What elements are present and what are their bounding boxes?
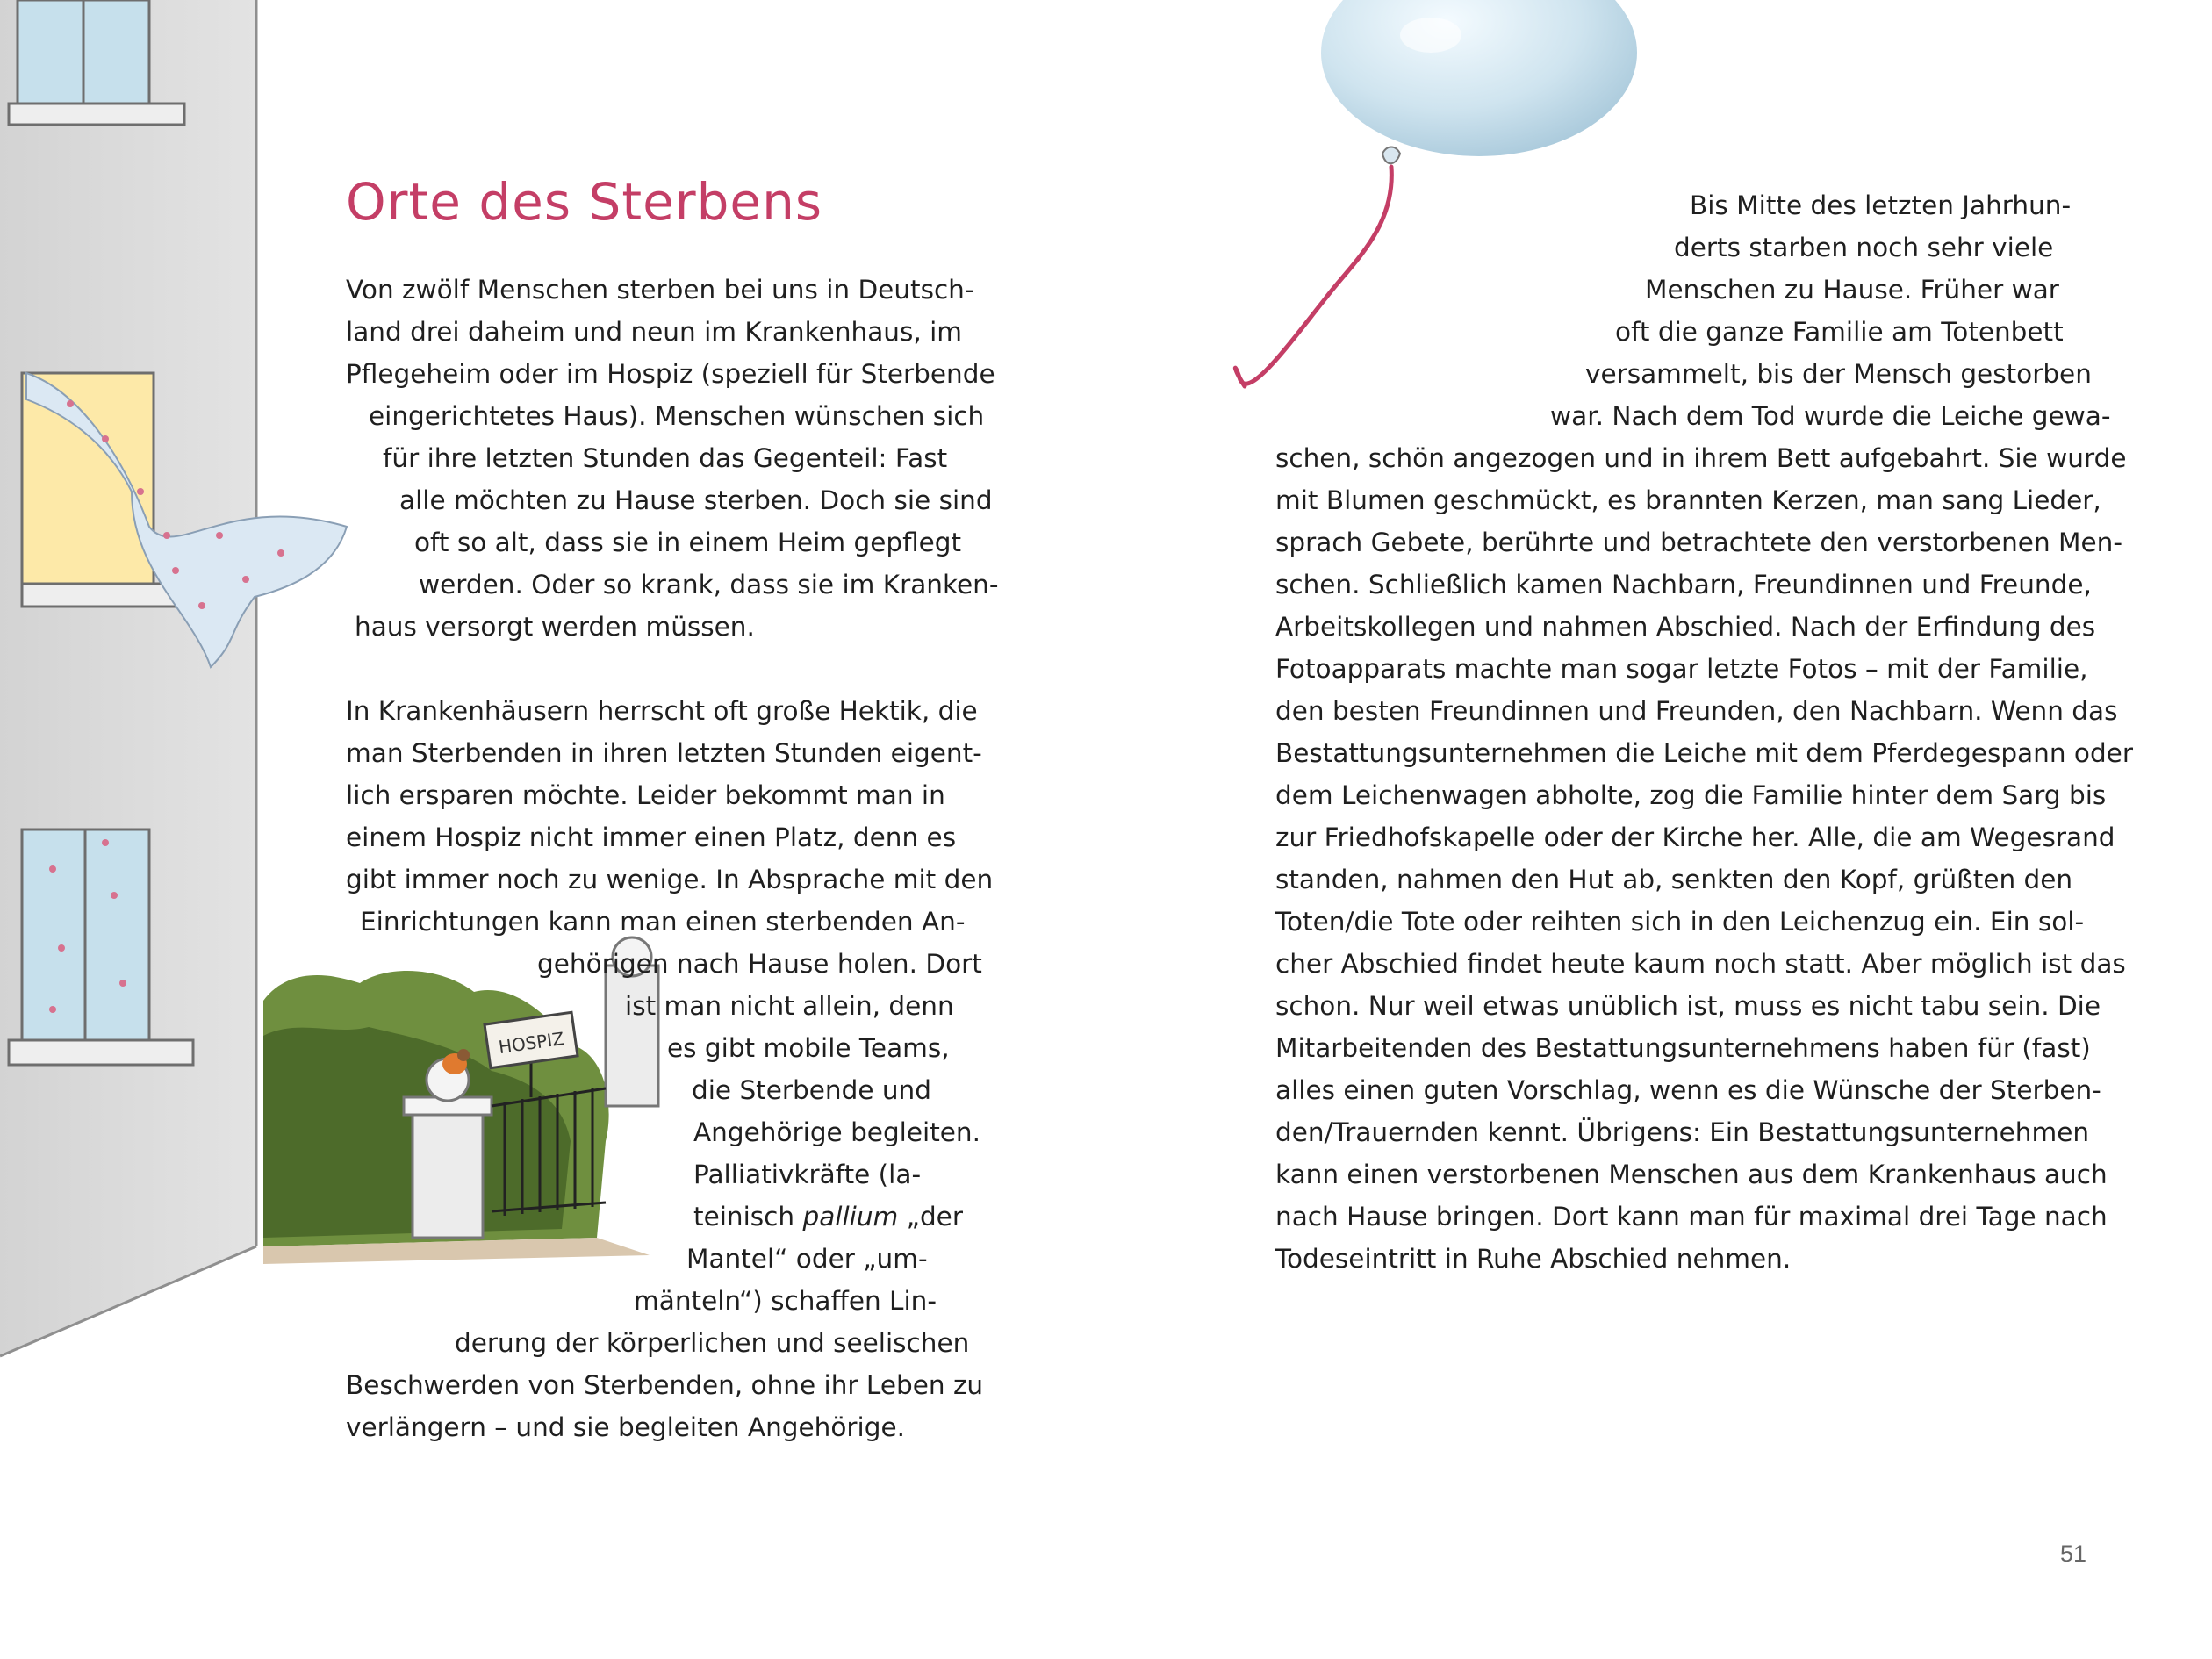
text-line: oft so alt, dass sie in einem Heim gepflegt (414, 528, 962, 557)
text-line: zur Friedhofskapelle oder der Kirche her. Alle, die am Wegesrand (1275, 822, 2115, 852)
text-line: werden. Oder so krank, dass sie im Kranken- (419, 570, 999, 600)
text-fragment: teinisch (693, 1202, 803, 1232)
text-line: alles einen guten Vorschlag, wenn es die Wünsche der Sterben- (1275, 1075, 2101, 1105)
text-line: einem Hospiz nicht immer einen Platz, denn es (346, 822, 957, 852)
text-line: schon. Nur weil etwas unüblich ist, muss es nicht tabu sein. Die (1275, 991, 2101, 1021)
text-line: schen, schön angezogen und in ihrem Bett aufgebahrt. Sie wurde (1275, 443, 2127, 473)
text-line: oft die ganze Familie am Totenbett (1615, 317, 2064, 347)
text-line (693, 1201, 963, 1232)
hospiz-sign-label: HOSPIZ (497, 1027, 566, 1059)
text-line: Todeseintritt in Ruhe Abschied nehmen. (1275, 1244, 1792, 1274)
text-line: Bestattungsunternehmen die Leiche mit dem Pferdegespann oder (1275, 738, 2133, 768)
text-line: für ihre letzten Stunden das Gegenteil: Fast (383, 443, 948, 473)
text-line: die Sterbende und (692, 1075, 931, 1105)
text-line: Palliativkräfte (la- (693, 1160, 922, 1189)
text-line: Arbeitskollegen und nahmen Abschied. Nach der Erfindung des (1275, 612, 2096, 642)
text-line: In Krankenhäusern herrscht oft große Hektik, die (346, 696, 978, 726)
text-line: mänteln“) schaffen Lin- (634, 1286, 937, 1316)
text-line: nach Hause bringen. Dort kann man für maximal drei Tage nach (1275, 1202, 2108, 1232)
text-line: Beschwerden von Sterbenden, ohne ihr Leben zu (346, 1370, 984, 1400)
text-line: dem Leichenwagen abholte, zog die Familie hinter dem Sarg bis (1275, 780, 2107, 810)
text-line: gehörigen nach Hause holen. Dort (537, 949, 982, 979)
text-line: haus versorgt werden müssen. (355, 612, 755, 642)
text-line: Fotoapparats machte man sogar letzte Fotos – mit der Familie, (1275, 654, 2088, 684)
text-line: derts starben noch sehr viele (1674, 233, 2054, 262)
text-line: den/Trauernden kennt. Übrigens: Ein Bestattungsunternehmen (1275, 1117, 2090, 1147)
text-line: Pflegeheim oder im Hospiz (speziell für Sterbende (346, 359, 995, 389)
text-line: cher Abschied findet heute kaum noch statt. Aber möglich ist das (1275, 949, 2126, 979)
text-line: eingerichtetes Haus). Menschen wünschen sich (369, 401, 985, 431)
text-line: standen, nahmen den Hut ab, senkten den Kopf, grüßten den (1275, 865, 2073, 894)
text-line: alle möchten zu Hause sterben. Doch sie sind (399, 485, 993, 515)
text-line: gibt immer noch zu wenige. In Absprache mit den (346, 865, 994, 894)
text-line: Mantel“ oder „um- (686, 1244, 928, 1274)
text-line: Toten/die Tote oder reihten sich in den Leichenzug ein. Ein sol- (1275, 907, 2085, 937)
text-line: lich ersparen möchte. Leider bekommt man in (346, 780, 945, 810)
text-line: war. Nach dem Tod wurde die Leiche gewa- (1550, 401, 2111, 431)
text-line: Bis Mitte des letzten Jahrhun- (1690, 190, 2072, 220)
text-line: es gibt mobile Teams, (667, 1033, 950, 1063)
text-line: verlängern – und sie begleiten Angehörige. (346, 1412, 905, 1442)
italic-term: pallium (802, 1202, 899, 1232)
text-fragment: „der (898, 1202, 963, 1232)
text-line: sprach Gebete, berührte und betrachtete den verstorbenen Men- (1275, 528, 2122, 557)
text-line: mit Blumen geschmückt, es brannten Kerzen, man sang Lieder, (1275, 485, 2101, 515)
page-title: Orte des Sterbens (346, 172, 823, 232)
text-line: versammelt, bis der Mensch gestorben (1585, 359, 2092, 389)
text-line: Von zwölf Menschen sterben bei uns in Deutsch- (346, 275, 974, 305)
text-line: derung der körperlichen und seelischen (455, 1328, 970, 1358)
balloon-illustration (1235, 0, 1637, 386)
text-line: Einrichtungen kann man einen sterbenden An- (360, 907, 966, 937)
text-line: Menschen zu Hause. Früher war (1645, 275, 2059, 305)
text-line: land drei daheim und neun im Krankenhaus, im (346, 317, 963, 347)
text-line: Angehörige begleiten. (693, 1117, 981, 1147)
text-line: man Sterbenden in ihren letzten Stunden eigent- (346, 738, 982, 768)
text-line: kann einen verstorbenen Menschen aus dem Krankenhaus auch (1275, 1160, 2108, 1189)
page-number: 51 (2060, 1540, 2087, 1567)
text-line: Mitarbeitenden des Bestattungsunternehmens haben für (fast) (1275, 1033, 2091, 1063)
text-line: den besten Freundinnen und Freunden, den Nachbarn. Wenn das (1275, 696, 2118, 726)
text-line: ist man nicht allein, denn (625, 991, 954, 1021)
text-line: schen. Schließlich kamen Nachbarn, Freundinnen und Freunde, (1275, 570, 2092, 600)
